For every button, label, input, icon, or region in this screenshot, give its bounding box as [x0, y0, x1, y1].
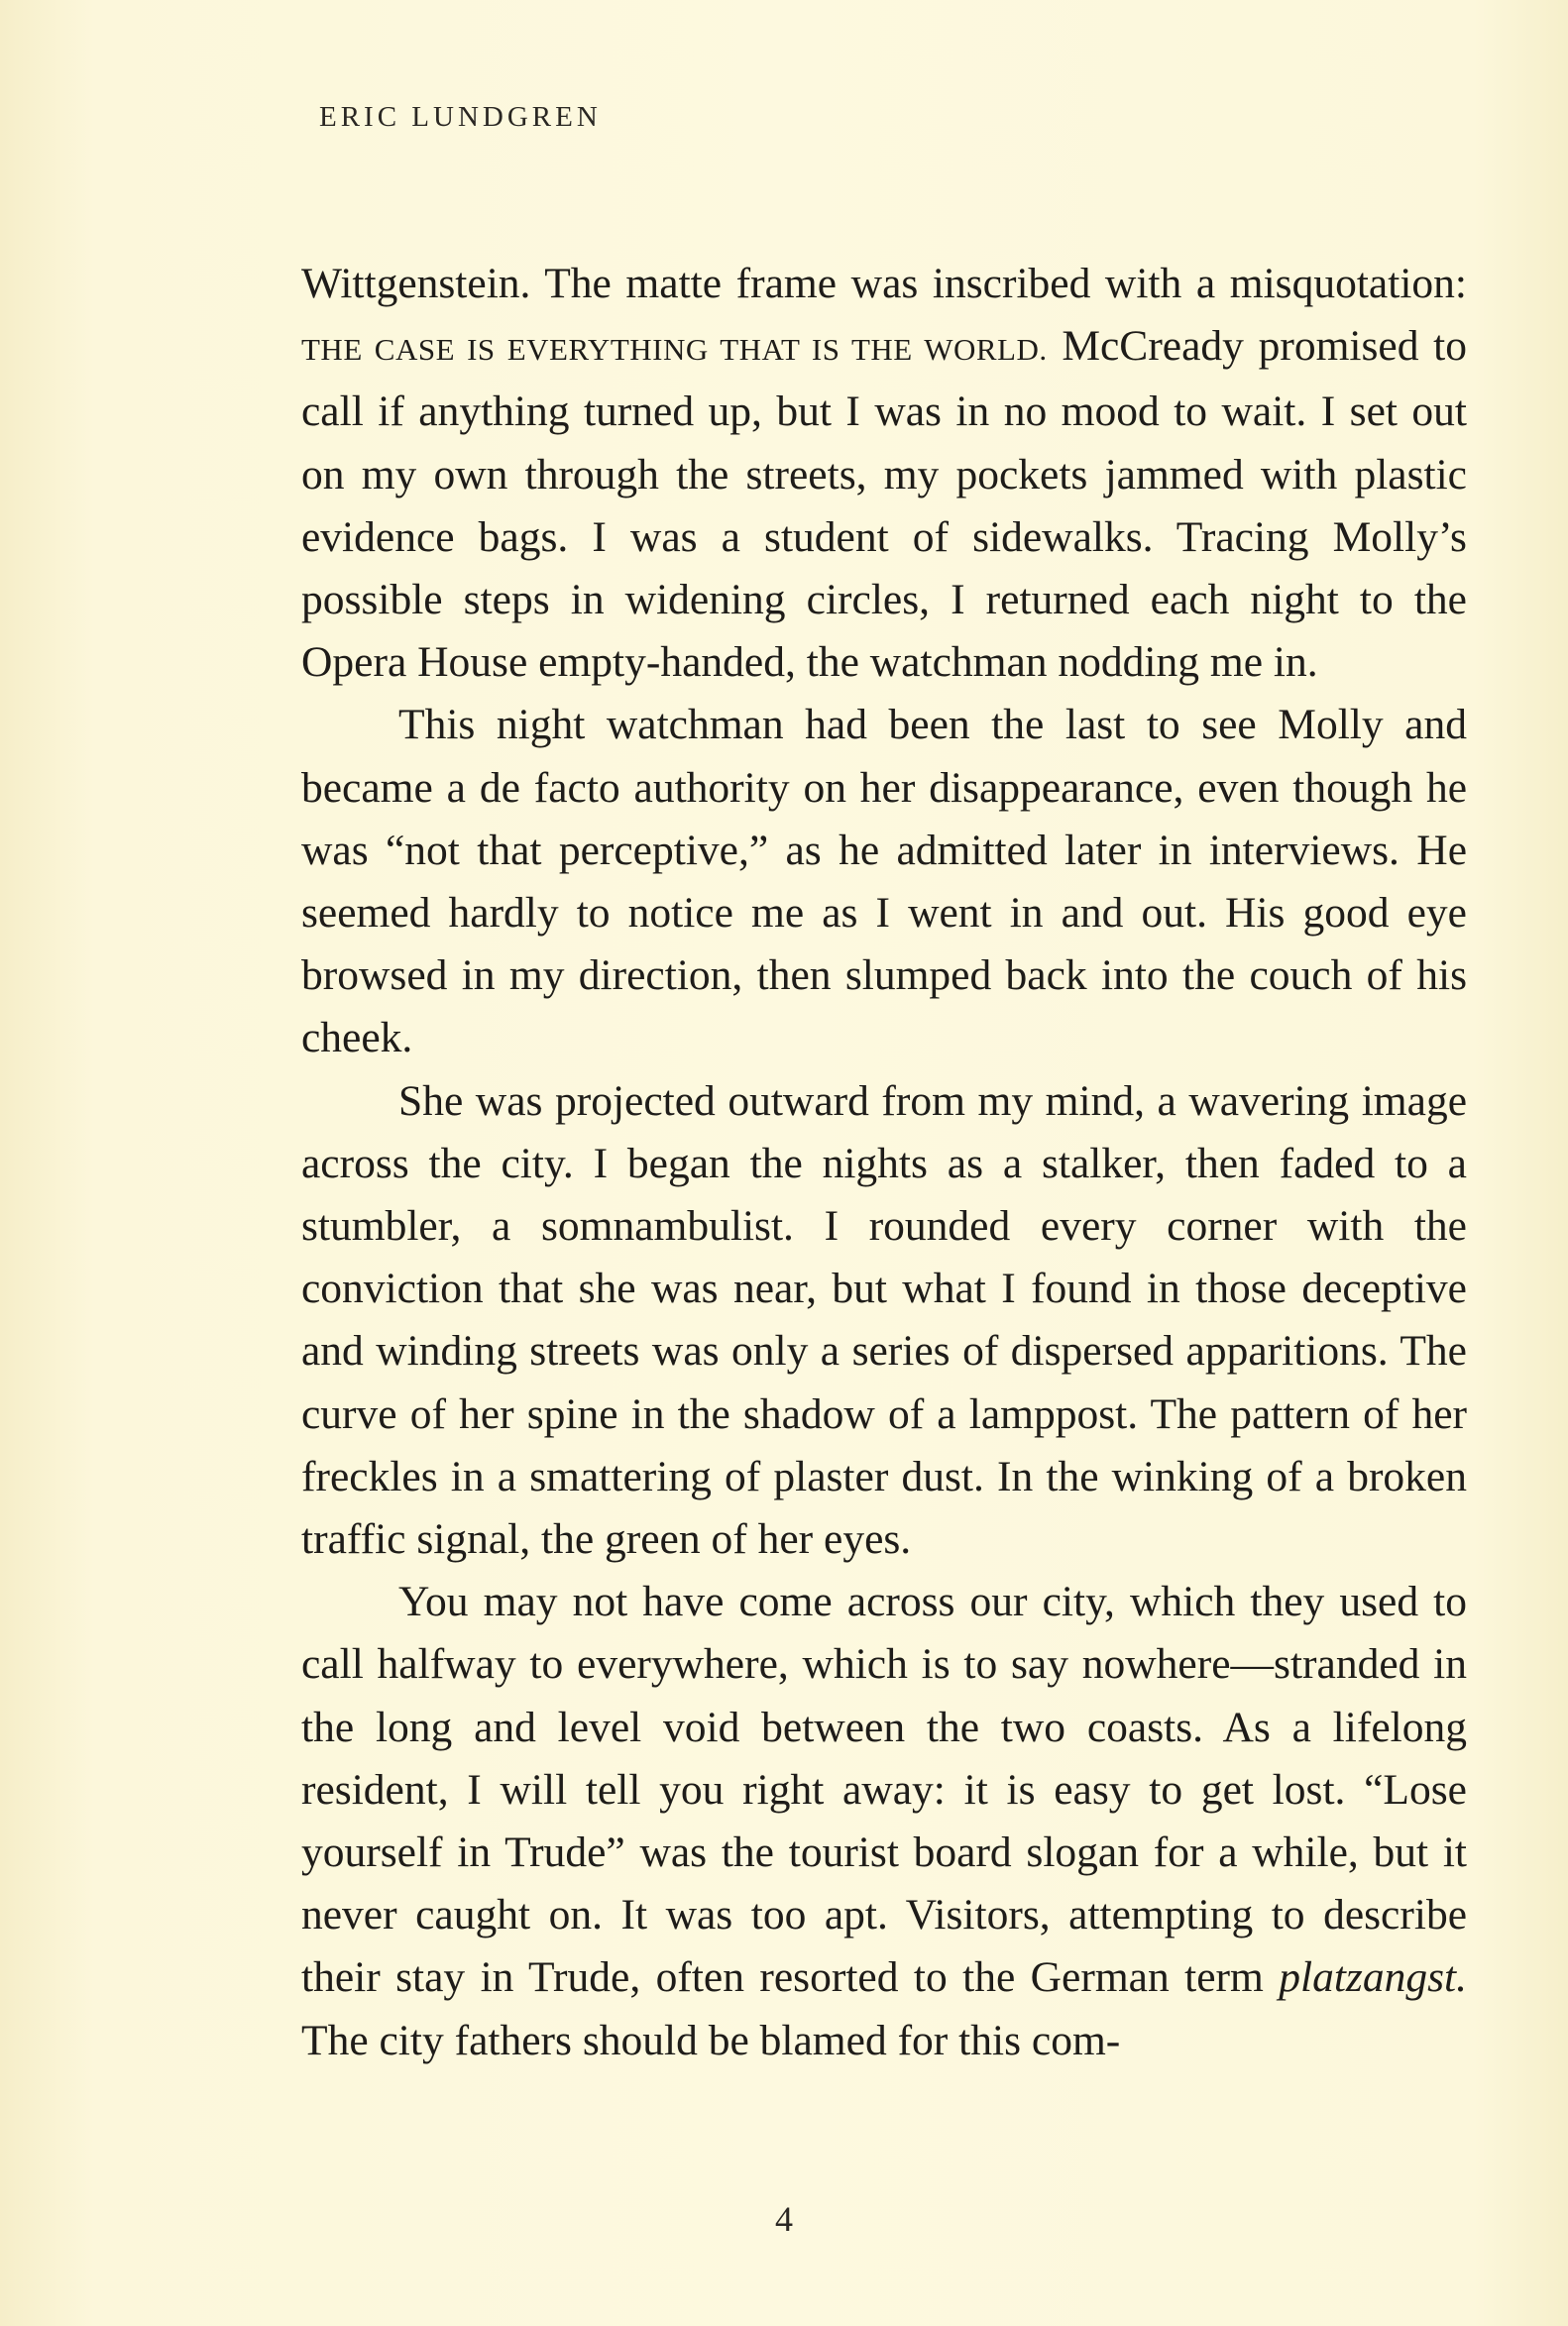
paragraph-4 [301, 1571, 1467, 2072]
paragraph-4-text-a: You may not have come across our city, which they used to call halfway to everywhere, which is to say nowhere—stranded in the long and level void between the two coasts. As a lifelong resident, I will tell you right away: it is easy to get lost. “Lose yourself in Trude” was the tourist board slogan for a while, but it never caught on. It was too apt. Visitors, attempting to describe their stay in Trude, often resorted to the German term [301, 1578, 1467, 2002]
paragraph-4-text-b: The city fathers should be blamed for this com- [301, 2016, 1121, 2064]
body-text [301, 253, 1467, 2072]
paragraph-1-text-b: McCready promised to call if anything turned up, but I was in no mood to wait. I set out on my own through the streets, my pockets jammed with plastic evidence bags. I was a student of sidewalks. Tracing Molly’s possible steps in widening circles, I returned each night to the Opera House empty-handed, the watchman nodding me in. [301, 322, 1467, 687]
paragraph-4-italic-term: platzangst. [1279, 1953, 1467, 2002]
paragraph-1-text-a: Wittgenstein. The matte frame was inscribed with a misquotation: [301, 260, 1467, 307]
paragraph-1-small-caps-quote: THE CASE IS EVERYTHING THAT IS THE WORLD. [301, 332, 1048, 368]
paragraph-1 [301, 253, 1467, 694]
page-number: 4 [775, 2199, 793, 2239]
paragraph-2: This night watchman had been the last to see Molly and became a de facto authority on her disappearance, even though he was “not that perceptive,” as he admitted later in interviews. He seemed hardly to notice me as I went in and out. His good eye browsed in my direction, then slumped back into the couch of his cheek. [301, 701, 1467, 1062]
paragraph-3: She was projected outward from my mind, a wavering image across the city. I began the nights as a stalker, then faded to a stumbler, a somnambulist. I rounded every corner with the conviction that she was near, but what I found in those deceptive and winding streets was only a series of dispersed apparitions. The curve of her spine in the shadow of a lamppost. The pattern of her freckles in a smattering of plaster dust. In the winking of a broken traffic signal, the green of her eyes. [301, 1076, 1467, 1564]
running-head: ERIC LUNDGREN [319, 101, 602, 133]
